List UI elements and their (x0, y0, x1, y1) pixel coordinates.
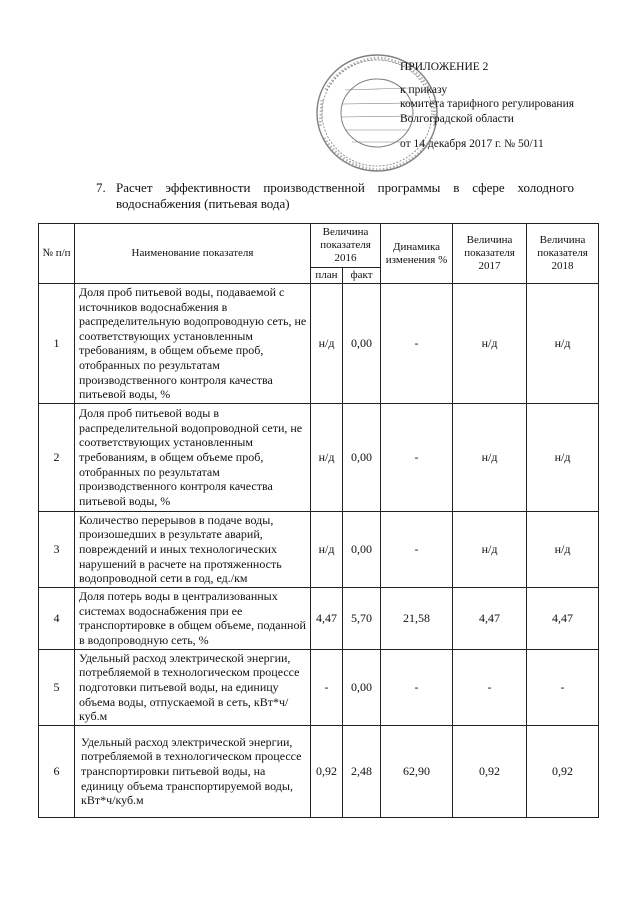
row-num: 3 (39, 511, 75, 587)
header-num: № п/п (39, 224, 75, 284)
row-fact: 0,00 (343, 649, 381, 725)
row-value-2017: н/д (453, 403, 527, 511)
row-name: Доля проб питьевой воды в распределительной водопроводной сети, не соответствующих установленным требованиям, в общем объеме проб, отобранных по результатам производственного контроля качества питьевой воды, % (75, 403, 311, 511)
row-dynamics: - (381, 511, 453, 587)
order-date: от 14 декабря 2017 г. № 50/11 (400, 138, 544, 150)
efficiency-table (38, 223, 599, 818)
row-fact: 2,48 (343, 725, 381, 817)
row-fact: 0,00 (343, 403, 381, 511)
header-name: Наименование показателя (75, 224, 311, 284)
row-value-2017: н/д (453, 284, 527, 404)
section-title-line: водоснабжения (питьевая вода) (116, 196, 290, 211)
table-row (39, 511, 599, 587)
row-plan: 4,47 (311, 587, 343, 649)
row-plan: 0,92 (311, 725, 343, 817)
row-plan: н/д (311, 511, 343, 587)
header-value-2017: Величина показателя 2017 (453, 224, 527, 284)
row-value-2017: - (453, 649, 527, 725)
appendix-line: Волгоградской области (400, 112, 514, 125)
appendix-title: ПРИЛОЖЕНИЕ 2 (400, 61, 489, 73)
header-value-2018: Величина показателя 2018 (527, 224, 599, 284)
header-fact: факт (343, 268, 381, 284)
row-fact: 0,00 (343, 284, 381, 404)
row-plan: - (311, 649, 343, 725)
appendix-line: комитета тарифного регулирования (400, 98, 575, 110)
row-num: 1 (39, 284, 75, 404)
section-number: 7. (96, 180, 106, 195)
table-row (39, 725, 599, 817)
row-plan: н/д (311, 284, 343, 404)
row-value-2018: н/д (527, 403, 599, 511)
header-plan: план (311, 268, 343, 284)
header-dynamics: Динамика изменения % (381, 224, 453, 284)
row-value-2018: 0,92 (527, 725, 599, 817)
row-plan: н/д (311, 403, 343, 511)
table-row (39, 284, 599, 404)
row-value-2018: 4,47 (527, 587, 599, 649)
row-fact: 5,70 (343, 587, 381, 649)
row-value-2018: - (527, 649, 599, 725)
row-num: 4 (39, 587, 75, 649)
table-row (39, 649, 599, 725)
row-name: Доля проб питьевой воды, подаваемой с источников водоснабжения в распределительную водопроводную сеть, не соответствующих установленным требованиям, в общем объеме проб, отобранных по результатам производственного контроля качества питьевой воды, % (75, 284, 311, 404)
row-value-2017: н/д (453, 511, 527, 587)
row-dynamics: 21,58 (381, 587, 453, 649)
appendix-line: к приказу (400, 83, 448, 96)
header-value-2016: Величина показателя 2016 (311, 224, 381, 268)
row-name: Удельный расход электрической энергии, потребляемой в технологическом процессе транспортировки питьевой воды, на единицу объема транспортируемой воды, кВт*ч/куб.м (75, 725, 311, 817)
row-fact: 0,00 (343, 511, 381, 587)
row-dynamics: - (381, 403, 453, 511)
row-dynamics: - (381, 284, 453, 404)
row-dynamics: 62,90 (381, 725, 453, 817)
row-num: 2 (39, 403, 75, 511)
row-value-2017: 4,47 (453, 587, 527, 649)
row-value-2018: н/д (527, 511, 599, 587)
row-num: 6 (39, 725, 75, 817)
row-name: Количество перерывов в подаче воды, произошедших в результате аварий, повреждений и иных технологических нарушений в расчете на протяженность водопроводной сети в год, ед./км (75, 511, 311, 587)
row-value-2017: 0,92 (453, 725, 527, 817)
row-name: Удельный расход электрической энергии, потребляемой в технологическом процессе подготовки питьевой воды, на единицу объема воды, отпускаемой в сеть, кВт*ч/куб.м (75, 649, 311, 725)
row-name: Доля потерь воды в централизованных системах водоснабжения при ее транспортировке в общем объеме, поданной в водопроводную сеть, % (75, 587, 311, 649)
row-num: 5 (39, 649, 75, 725)
section-title-line: Расчет эффективности производственной программы в сфере холодного (116, 180, 574, 195)
row-value-2018: н/д (527, 284, 599, 404)
table-row (39, 403, 599, 511)
row-dynamics: - (381, 649, 453, 725)
appendix-block (400, 60, 635, 152)
table-row (39, 587, 599, 649)
